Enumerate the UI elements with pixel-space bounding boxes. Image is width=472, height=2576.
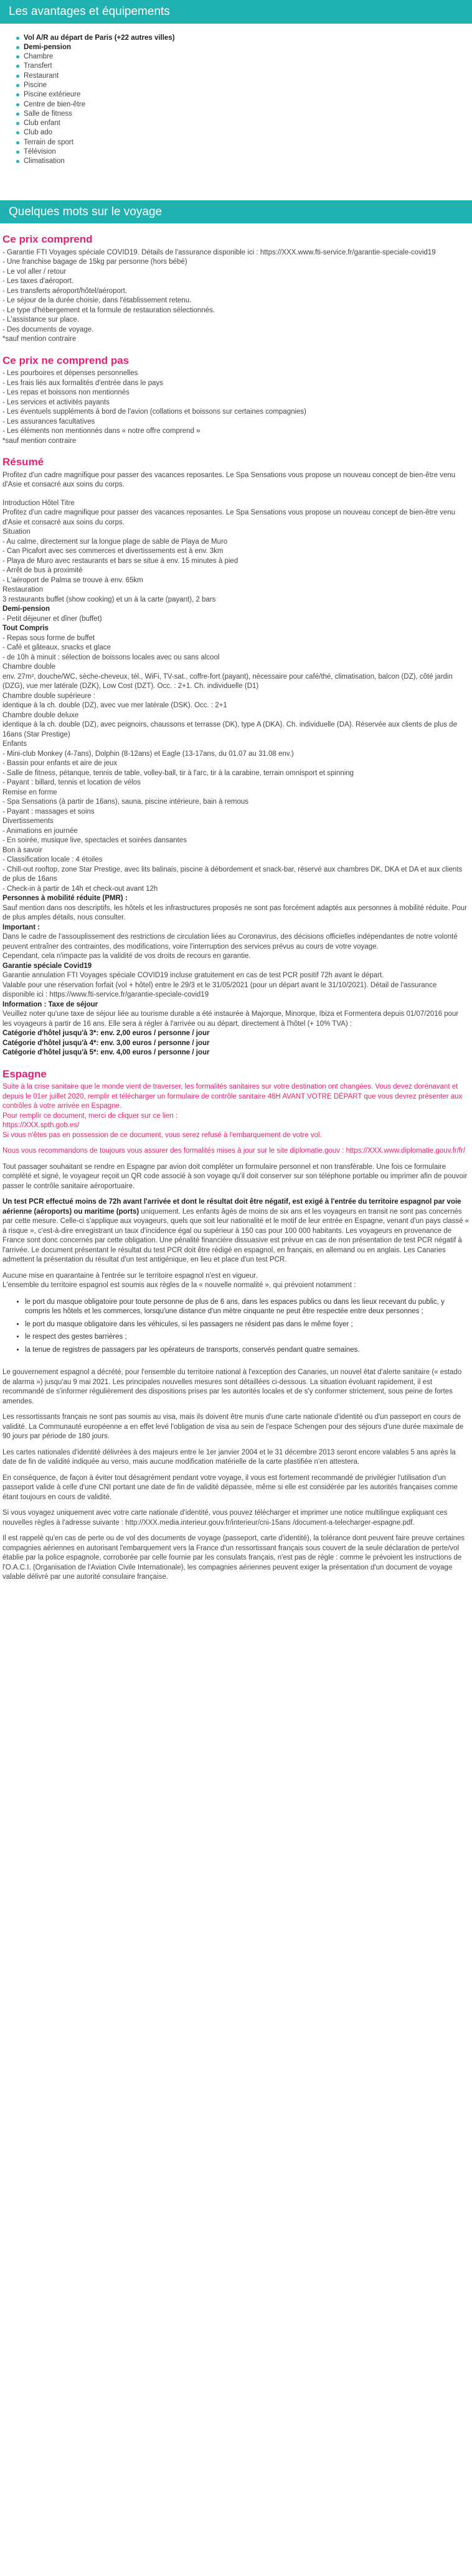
list-item: - Les assurances facultatives [2, 417, 95, 425]
detail-line: Demi-pension [2, 605, 50, 613]
section-title: Les avantages et équipements [0, 0, 472, 24]
espagne-title: Espagne [2, 1067, 47, 1080]
list-item: - Les éventuels suppléments à bord de l'avion (collations et boissons sur certaines compagnies) [2, 408, 307, 416]
detail-line: Catégorie d'hôtel jusqu'à 5*: env. 4,00 euros / personne / jour [2, 1049, 210, 1057]
resume-intro: Profitez d'un cadre magnifique pour passer des vacances reposantes. Le Spa Sensations vous propose un nouveau concept de bien-être venu d'Asie et consacré aux soins du corps. [2, 471, 456, 489]
detail-line: Restauration [2, 586, 44, 594]
detail-line: - Payant : billard, tennis et location de vélos [2, 779, 141, 787]
detail-line: identique à la ch. double (DZ), avec peignoirs, chaussons et terrasse (DK), type A (DKA). Ch. individuelle (DA). Réservée aux clients de plus de 16ans (Star Prestige) [2, 721, 457, 738]
detail-line: 3 restaurants buffet (show cooking) et un à la carte (payant), 2 bars [2, 595, 216, 603]
intro-text: Profitez d'un cadre magnifique pour passer des vacances reposantes. Le Spa Sensations vous propose un nouveau concept de bien-être venu d'Asie et consacré aux soins du corps. [2, 509, 456, 526]
detail-line: - Café et gâteaux, snacks et glace [2, 644, 111, 652]
list-item: *sauf mention contraire [2, 335, 77, 343]
equipement-item: Centre de bien-être [16, 100, 472, 109]
rule-item: • la tenue de registres de passagers par les opérateurs de transports, conservés pendant quatre semaines. [25, 1346, 470, 1355]
para-passeport: En conséquence, de façon à éviter tout désagrément pendant votre voyage, il vous est fortement recommandé de privilégier l'utilisation d'un passeport valide à celle d'une CNI portant une date de fin de validité dépassée, même si elle est considérée par les autorités françaises comme étant toujours en cours de validité. [2, 1474, 458, 1501]
para-notice: Si vous voyagez uniquement avec votre carte nationale d'identité, vous pouvez télécharger et imprimer une notice multilingue expliquant ces nouvelles règles à l'adresse suivante : http://XXX.media.interieur.gouv.fr/interieur/cni-15ans /document-a-telecharger-espagne.pdf. [2, 1509, 448, 1527]
detail-line: - Bassin pour enfants et aire de jeux [2, 760, 118, 768]
equipement-item: Demi-pension [16, 43, 472, 52]
prix-comprend-title: Ce prix comprend [2, 233, 93, 246]
detail-line: - Chill-out rooftop, zone Star Prestige, avec lits balinais, piscine à débordement et snack-bar, réservé aux chambres DK, DKA et DA et aux clients de plus de 16ans [2, 865, 463, 883]
detail-line: Catégorie d'hôtel jusqu'à 4*: env. 3,00 euros / personne / jour [2, 1039, 210, 1047]
rules-list [2, 1291, 470, 1362]
equipements-list [0, 24, 472, 178]
detail-line: Cependant, cela n'impacte pas la validité de vos droits de recours en garantie. [2, 952, 251, 960]
para-test-pcr-bold: Un test PCR effectué moins de 72h avant l'arrivée et dont le résultat doit être négatif, est exigé à l'entrée du territoire espagnol par voie aérienne (aéroports) ou maritime (ports) [2, 1198, 461, 1216]
detail-line: Veuillez noter qu'une taxe de séjour liée au tourisme durable a été instaurée à Majorque, Minorque, Ibiza et Formentera depuis 01/07/2016 pour les voyageurs à partir de 16 ans. Elle sera à régler à l'arrivée ou au départ, directement à l'hôtel (+ 10% TVA) : [2, 1010, 459, 1028]
detail-line: - Animations en journée [2, 827, 78, 835]
detail-line: Catégorie d'hôtel jusqu'à 3*: env. 2,00 euros / personne / jour [2, 1030, 210, 1038]
detail-line: - Petit déjeuner et dîner (buffet) [2, 615, 102, 623]
detail-line: - Payant : massages et soins [2, 807, 95, 816]
list-item: - Les repas et boissons non mentionnés [2, 389, 130, 397]
detail-line: - Can Picafort avec ses commerces et divertissements est à env. 3km [2, 547, 224, 556]
rule-item: • le respect des gestes barrières ; [25, 1332, 470, 1342]
list-item: - Les frais liés aux formalités d'entrée dans le pays [2, 379, 163, 387]
detail-line: Valable pour une réservation forfait (vol + hôtel) entre le 29/3 et le 31/05/2021 (pour un départ avant le 31/10/2021). Détail de l'assurance disponible ici : https://www.fti-service.fr/garantie-speciale-covid19 [2, 981, 437, 999]
detail-line: - L'aéroport de Palma se trouve à env. 65km [2, 576, 143, 584]
equipement-item: Club ado [16, 128, 472, 137]
para-normalite: L'ensemble du territoire espagnol est soumis aux règles de la « nouvelle normalité », qui prévoient notamment : [2, 1281, 356, 1290]
detail-line: - Salle de fitness, pétanque, tennis de table, volley-ball, tir à l'arc, tir à la carabine, terrain omnisport et spinning [2, 769, 354, 777]
detail-line: Chambre double deluxe [2, 711, 79, 719]
detail-line: Chambre double [2, 663, 56, 671]
equipement-item: Restaurant [16, 72, 472, 81]
para-test-pcr-rest: uniquement. Les enfants âgés de moins de six ans et les voyageurs en transit ne sont pas concernés par cette mesure. Celle-ci s'applique aux voyageurs, quels que soit leur nationalité et le motif de leur entrée en Espagne, venant d'un pays classé « à risque », c'est-à-dire enregistrant un taux d'incidence égal ou supérieur à 150 cas pour 100 000 habitants. Les voyageurs en provenance de France sont donc concernés par cette obligation. Une pénalité financière dissuasive est prévue en cas de non présentation de test PCR négatif à l'arrivée. Le document présentant le résultat du test PCR doit être rédigé en espagnol, en français, en allemand ou en anglais. Les Canaries admettent la présentation du résultat d'un test antigénique, en lieu et place d'un test PCR. [2, 1207, 470, 1264]
detail-line: Important : [2, 923, 40, 931]
list-item: - Des documents de voyage. [2, 325, 94, 333]
detail-line: Sauf mention dans nos descriptifs, les hôtels et les infrastructures proposés ne sont pas forcément adaptés aux personnes à mobilité réduite. Pour de plus amples détails, nous consulter. [2, 904, 467, 922]
detail-line: Bon à savoir [2, 846, 42, 854]
prix-comprend-list [2, 248, 470, 345]
detail-line: - Playa de Muro avec restaurants et bars se situe à env. 15 minutes à pied [2, 557, 238, 565]
prix-ne-comprend-title: Ce prix ne comprend pas [2, 354, 130, 366]
para-visa: Les ressortissants français ne sont pas soumis au visa, mais ils doivent être munis d'une carte nationale d'identité ou d'un passeport en cours de validité. La Communauté européenne a en effet levé l'obligation de visa au sein de l'espace Schengen pour des séjours d'une durée maximale de 90 jours par période de 180 jours. [2, 1413, 464, 1441]
hotel-details [2, 528, 470, 1058]
detail-line: Chambre double supérieure : [2, 692, 95, 700]
section-voyage [0, 200, 472, 1583]
list-item: - L'assistance sur place. [2, 316, 80, 324]
detail-line: Remise en forme [2, 788, 57, 796]
equipement-item: Chambre [16, 52, 472, 62]
list-item: - Garantie FTI Voyages spéciale COVID19. Détails de l'assurance disponible ici : https://XXX.www.fti-service.fr/garantie-speciale-covid19 [2, 248, 436, 256]
equipement-item: Terrain de sport [16, 138, 472, 147]
detail-line: Tout Compris [2, 625, 49, 633]
list-item: - Les taxes d'aéroport. [2, 277, 74, 286]
rule-item: • le port du masque obligatoire dans les véhicules, si les passagers ne résident pas dans le même foyer ; [25, 1320, 470, 1330]
equipement-item: Club enfant [16, 119, 472, 128]
detail-line: env. 27m², douche/WC, sèche-cheveux, tél., WiFi, TV-sat., coffre-fort (payant), nécessaire pour café/thé, climatisation, balcon (DZ), côté jardin (DZG), vue mer latérale (DZK), Low Cost (DZT). Occ. : 2+1. Ch. individuelle (D1) [2, 672, 453, 690]
section-avantages [0, 0, 472, 178]
diplomatie-note: Nous vous recommandons de toujours vous assurer des formalités mises à jour sur le site diplomatie.gouv : https://XXX.www.diplomatie.gouv.fr/fr/ [2, 1147, 466, 1155]
equipement-item: Transfert [16, 62, 472, 71]
para-perte-vol: Il est rappelé qu'en cas de perte ou de vol des documents de voyage (passeport, carte d'identité), la tolérance dont peuvent faire preuve certaines compagnies aériennes en autorisant l'embarquement vers la France d'un ressortissant français sous couvert de la seule déclaration de perte/vol établie par la police espagnole, corroborée par celle fournie par les consulats français, n'est pas de règle : comme le prévoient les instructions de l'O.A.C.I. (Organisation de l'Aviation Civile Internationale), les compagnies aériennes peuvent exiger la présentation d'un document de voyage valable délivré par une autorité consulaire française. [2, 1535, 465, 1581]
list-item: *sauf mention contraire [2, 437, 77, 445]
list-item: - Les pourboires et dépenses personnelles [2, 370, 138, 378]
detail-line: - Mini-club Monkey (4-7ans), Dolphin (8-12ans) et Eagle (13-17ans, du 01.07 au 31.08 env.) [2, 750, 294, 758]
detail-line: Personnes à mobilité réduite (PMR) : [2, 895, 128, 903]
list-item: - Les éléments non mentionnés dans « notre offre comprend » [2, 427, 201, 435]
intro-title: Introduction Hôtel Titre [2, 499, 75, 507]
detail-line: - En soirée, musique live, spectacles et soirées dansantes [2, 837, 187, 845]
para-quarantaine: Aucune mise en quarantaine à l'entrée sur le territoire espagnol n'est en vigueur. [2, 1272, 258, 1280]
equipement-item: Piscine extérieure [16, 90, 472, 100]
detail-line: - Spa Sensations (à partir de 16ans), sauna, piscine intérieure, bain à remous [2, 798, 249, 806]
detail-line: Garantie spéciale Covid19 [2, 962, 92, 970]
section-title: Quelques mots sur le voyage [0, 200, 472, 224]
rule-item: • le port du masque obligatoire pour toute personne de plus de 6 ans, dans les espaces publics ou dans les lieux recevant du public, y compris les hôtels et les commerces, lorsqu'une distance d'un mètre cinquante ne peut être respectée entre deux personnes ; [25, 1298, 470, 1317]
equipement-item: Télévision [16, 147, 472, 157]
detail-line: Dans le cadre de l'assouplissement des restrictions de circulation liées au Coronavirus, des décisions officielles indépendantes de notre volonté peuvent entraîner des contraintes, des modifications, voire l'interruption des services prévus au cours de votre voyage. [2, 933, 458, 951]
espagne-warning: Si vous n'êtes pas en possession de ce document, vous serez refusé à l'embarquement de votre vol. [2, 1131, 322, 1139]
list-item: - Les services et activités payants [2, 398, 110, 406]
espagne-link-label: Pour remplir ce document, merci de cliquer sur ce lien : [2, 1112, 178, 1120]
para-etat-alerte: Le gouvernement espagnol a décrété, pour l'ensemble du territoire national à l'exception des Canaries, un nouvel état d'alerte sanitaire (« estado de alarma ») jusqu'au 9 mai 2021. Les principales nouvelles mesures sont détaillées ci-dessous. La situation évoluant rapidement, il est recommandé de s'informer régulièrement des dispositions prises par les autorités locales et de s'y conformer strictement, sous peine de fortes amendes. [2, 1369, 462, 1405]
detail-line: Enfants [2, 740, 27, 748]
detail-line: Garantie annulation FTI Voyages spéciale COVID19 incluse gratuitement en cas de test PCR positif 72h avant le départ. [2, 972, 384, 980]
equipement-item: Piscine [16, 81, 472, 90]
prix-ne-comprend-list [2, 369, 470, 446]
detail-line: - Check-in à partir de 14h et check-out avant 12h [2, 885, 158, 893]
detail-line: - Repas sous forme de buffet [2, 634, 95, 642]
detail-line: - de 10h à minuit : sélection de boissons locales avec ou sans alcool [2, 653, 220, 661]
detail-line: - Arrêt de bus à proximité [2, 567, 83, 575]
list-item: - Les transferts aéroport/hôtel/aéroport. [2, 287, 128, 295]
list-item: - Le type d'hébergement et la formule de restauration sélectionnés. [2, 306, 215, 314]
detail-line: - Classification locale : 4 étoiles [2, 856, 103, 864]
equipement-item: Vol A/R au départ de Paris (+22 autres villes) [16, 34, 472, 43]
list-item: - Le séjour de la durée choisie, dans l'établissement retenu. [2, 297, 192, 305]
espagne-link[interactable]: https://XXX.spth.gob.es/ [2, 1122, 80, 1130]
list-item: - Le vol aller / retour [2, 267, 67, 276]
para-formulaire: Tout passager souhaitant se rendre en Espagne par avion doit compléter un formulaire personnel et non transférable. Une fois ce formulaire complété et signé, le voyageur reçoit un QR code associé à son voyage qu'il doit conserver sur son téléphone portable ou imprimer afin de pouvoir passer le contrôle sanitaire aéroportuaire. [2, 1163, 468, 1190]
detail-line: Divertissements [2, 817, 54, 825]
equipement-item: Salle de fitness [16, 109, 472, 119]
detail-line: - Au calme, directement sur la longue plage de sable de Playa de Muro [2, 537, 228, 546]
equipement-item: Climatisation [16, 157, 472, 166]
para-cni: Les cartes nationales d'identité délivrées à des majeurs entre le 1er janvier 2004 et le 31 décembre 2013 seront encore valables 5 ans après la date de fin de validité indiquée au verso, mais aucune modification matérielle de la carte plastifiée n'en attestera. [2, 1448, 456, 1466]
detail-line: identique à la ch. double (DZ), avec vue mer latérale (DSK). Occ. : 2+1 [2, 702, 227, 710]
resume-title: Résumé [2, 456, 44, 468]
para-test-pcr [2, 1197, 470, 1265]
detail-line: Information : Taxe de séjour [2, 1000, 98, 1008]
list-item: - Une franchise bagage de 15kg par personne (hors bébé) [2, 258, 187, 266]
espagne-alert: Suite à la crise sanitaire que le monde vient de traverser, les formalités sanitaires sur votre destination ont changées. Vous devez dorénavant et depuis le 01er juillet 2020, remplir et télécharger un formulaire de contrôle sanitaire 48H AVANT VOTRE DÉPART que vous devrez présenter aux contrôles à votre arrivée en Espagne. [2, 1083, 463, 1110]
detail-line: Situation [2, 528, 31, 536]
